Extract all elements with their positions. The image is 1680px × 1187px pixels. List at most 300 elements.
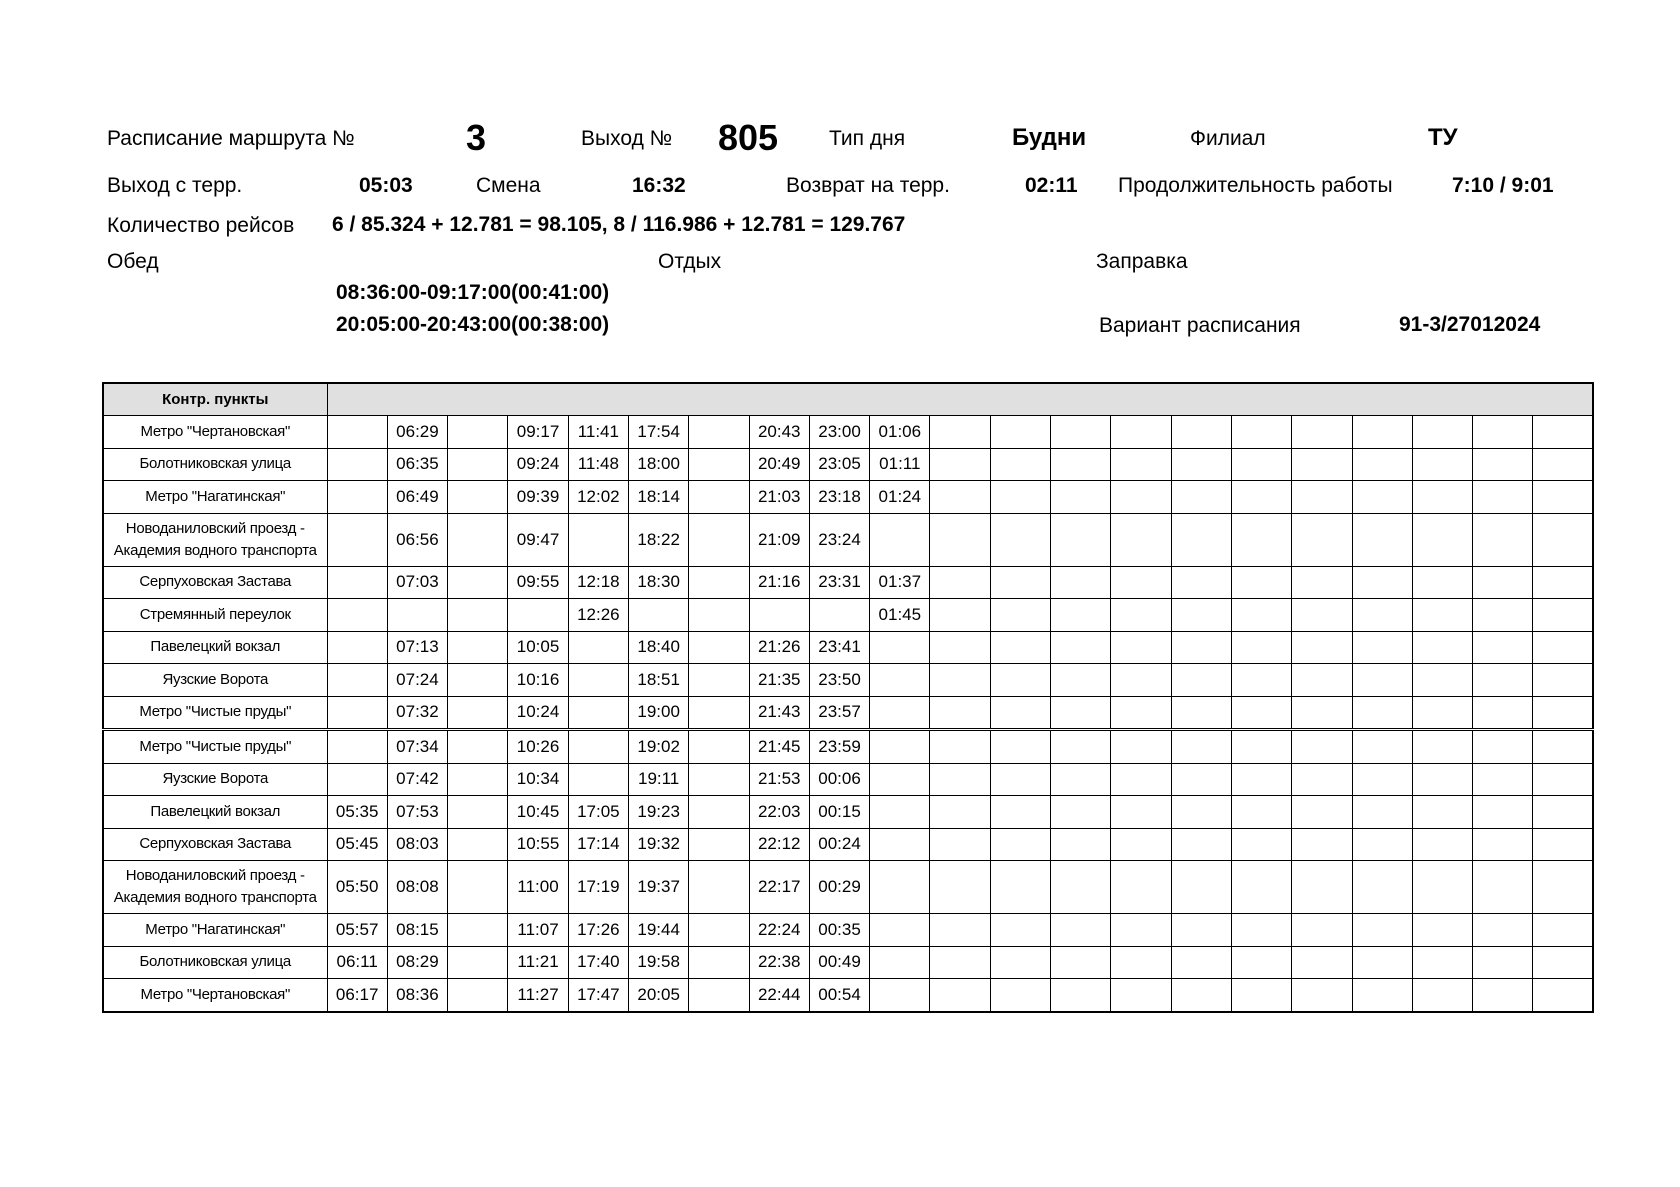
time-cell: 08:15	[387, 914, 447, 947]
table-row	[103, 566, 1593, 599]
time-cell	[327, 599, 387, 632]
time-cell	[327, 763, 387, 796]
time-cell: 20:05	[628, 979, 688, 1012]
time-cell	[1171, 979, 1231, 1012]
time-cell	[870, 696, 930, 730]
time-cell	[1292, 914, 1352, 947]
time-cell	[1171, 730, 1231, 764]
time-cell	[870, 631, 930, 664]
time-cell	[1533, 481, 1593, 514]
time-cell: 09:17	[508, 416, 568, 449]
time-cell: 23:31	[809, 566, 869, 599]
time-cell	[1171, 599, 1231, 632]
time-cell	[327, 448, 387, 481]
time-cell	[1473, 979, 1533, 1012]
time-cell	[1533, 664, 1593, 697]
time-cell	[1533, 796, 1593, 829]
schedule-body	[103, 416, 1593, 1012]
time-cell	[1231, 763, 1291, 796]
time-cell	[448, 946, 508, 979]
time-cell: 06:49	[387, 481, 447, 514]
time-cell: 09:24	[508, 448, 568, 481]
time-cell: 22:12	[749, 828, 809, 861]
time-cell	[1111, 730, 1171, 764]
time-cell	[1231, 599, 1291, 632]
time-cell: 10:26	[508, 730, 568, 764]
time-cell	[930, 914, 990, 947]
time-cell	[1352, 861, 1412, 914]
time-cell	[1051, 946, 1111, 979]
time-cell: 06:35	[387, 448, 447, 481]
time-cell	[689, 730, 749, 764]
time-cell	[870, 664, 930, 697]
time-cell: 07:53	[387, 796, 447, 829]
time-cell: 07:42	[387, 763, 447, 796]
time-cell	[1292, 861, 1352, 914]
time-cell	[1051, 696, 1111, 730]
time-cell	[1231, 513, 1291, 566]
time-cell	[990, 513, 1050, 566]
time-cell: 17:54	[628, 416, 688, 449]
time-cell	[990, 763, 1050, 796]
time-cell	[930, 979, 990, 1012]
time-cell: 21:26	[749, 631, 809, 664]
time-cell	[1533, 914, 1593, 947]
time-cell	[1111, 566, 1171, 599]
time-cell: 18:22	[628, 513, 688, 566]
table-row	[103, 599, 1593, 632]
time-cell: 18:30	[628, 566, 688, 599]
time-cell	[990, 914, 1050, 947]
time-cell: 11:21	[508, 946, 568, 979]
time-cell	[1111, 979, 1171, 1012]
time-cell	[1352, 599, 1412, 632]
variant-label: Вариант расписания	[1099, 314, 1301, 337]
daytype-value: Будни	[1012, 124, 1087, 151]
time-cell: 00:35	[809, 914, 869, 947]
time-cell	[1292, 696, 1352, 730]
time-cell	[1412, 796, 1472, 829]
time-cell	[749, 599, 809, 632]
time-cell: 07:32	[387, 696, 447, 730]
time-cell	[1473, 481, 1533, 514]
time-cell	[1533, 416, 1593, 449]
time-cell	[1412, 763, 1472, 796]
time-cell	[1412, 416, 1472, 449]
time-cell	[327, 566, 387, 599]
table-row	[103, 796, 1593, 829]
time-cell	[448, 696, 508, 730]
time-cell	[568, 696, 628, 730]
schedule-table	[102, 382, 1594, 1013]
time-cell	[1533, 828, 1593, 861]
time-cell	[870, 861, 930, 914]
time-cell	[1533, 861, 1593, 914]
time-cell	[930, 664, 990, 697]
time-cell	[1292, 979, 1352, 1012]
time-cell	[1051, 599, 1111, 632]
time-cell: 11:48	[568, 448, 628, 481]
time-cell: 10:55	[508, 828, 568, 861]
time-cell	[1473, 416, 1533, 449]
time-cell	[990, 566, 1050, 599]
time-cell: 01:45	[870, 599, 930, 632]
time-cell	[1231, 861, 1291, 914]
time-cell	[1412, 566, 1472, 599]
time-cell	[1292, 566, 1352, 599]
time-cell	[990, 631, 1050, 664]
time-cell: 17:19	[568, 861, 628, 914]
time-cell: 19:00	[628, 696, 688, 730]
time-cell	[1171, 481, 1231, 514]
time-cell	[689, 631, 749, 664]
time-cell	[1171, 416, 1231, 449]
time-cell	[1111, 448, 1171, 481]
time-cell	[1412, 599, 1472, 632]
time-cell: 00:54	[809, 979, 869, 1012]
time-cell	[930, 416, 990, 449]
time-cell	[1051, 979, 1111, 1012]
time-cell	[689, 946, 749, 979]
time-cell	[448, 599, 508, 632]
time-cell: 23:50	[809, 664, 869, 697]
time-cell: 06:17	[327, 979, 387, 1012]
time-cell: 12:02	[568, 481, 628, 514]
time-cell: 05:57	[327, 914, 387, 947]
time-cell	[1111, 763, 1171, 796]
time-cell	[1533, 599, 1593, 632]
time-cell	[327, 513, 387, 566]
time-cell	[990, 730, 1050, 764]
time-cell	[1051, 416, 1111, 449]
time-cell	[1412, 730, 1472, 764]
time-cell: 17:47	[568, 979, 628, 1012]
return-label: Возврат на терр.	[786, 174, 950, 197]
time-cell	[990, 416, 1050, 449]
time-cell	[1292, 481, 1352, 514]
time-cell	[327, 664, 387, 697]
time-cell	[327, 481, 387, 514]
time-cell: 18:14	[628, 481, 688, 514]
time-cell	[1352, 796, 1412, 829]
time-cell	[689, 416, 749, 449]
time-cell	[448, 416, 508, 449]
time-cell: 22:44	[749, 979, 809, 1012]
time-cell	[448, 828, 508, 861]
time-cell	[1051, 566, 1111, 599]
time-cell	[1231, 696, 1291, 730]
shift-value: 16:32	[632, 174, 686, 197]
lunch-label: Обед	[107, 250, 159, 273]
time-cell	[1352, 979, 1412, 1012]
time-cell	[1171, 513, 1231, 566]
time-cell: 01:11	[870, 448, 930, 481]
stop-name: Болотниковская улица	[103, 946, 327, 979]
time-cell	[327, 696, 387, 730]
time-cell	[1533, 448, 1593, 481]
time-cell: 12:26	[568, 599, 628, 632]
time-cell	[1533, 730, 1593, 764]
stop-name: Метро "Чистые пруды"	[103, 730, 327, 764]
time-cell	[1231, 448, 1291, 481]
time-cell: 17:14	[568, 828, 628, 861]
time-cell	[1352, 696, 1412, 730]
time-cell: 19:11	[628, 763, 688, 796]
time-cell	[1412, 946, 1472, 979]
time-cell	[870, 730, 930, 764]
time-cell	[1473, 914, 1533, 947]
time-cell: 09:47	[508, 513, 568, 566]
time-cell: 18:51	[628, 664, 688, 697]
time-cell	[1111, 664, 1171, 697]
time-cell: 00:06	[809, 763, 869, 796]
time-cell	[990, 946, 1050, 979]
time-cell: 22:38	[749, 946, 809, 979]
time-cell	[1051, 513, 1111, 566]
time-cell	[1051, 796, 1111, 829]
time-cell: 23:57	[809, 696, 869, 730]
time-cell: 22:03	[749, 796, 809, 829]
time-cell	[930, 828, 990, 861]
time-cell	[689, 566, 749, 599]
time-cell	[1051, 448, 1111, 481]
time-cell: 07:34	[387, 730, 447, 764]
time-cell	[1231, 416, 1291, 449]
time-cell	[1171, 448, 1231, 481]
time-cell: 11:07	[508, 914, 568, 947]
time-cell: 00:49	[809, 946, 869, 979]
time-cell	[930, 481, 990, 514]
time-cell	[1352, 828, 1412, 861]
time-cell: 20:49	[749, 448, 809, 481]
time-cell	[1352, 481, 1412, 514]
time-cell: 08:36	[387, 979, 447, 1012]
time-cell	[990, 448, 1050, 481]
stop-name: Метро "Нагатинская"	[103, 914, 327, 947]
time-cell	[327, 730, 387, 764]
exit-label: Выход №	[581, 127, 673, 150]
time-cell	[1171, 664, 1231, 697]
time-cell: 22:17	[749, 861, 809, 914]
time-cell	[1473, 796, 1533, 829]
time-cell	[990, 481, 1050, 514]
time-cell: 11:27	[508, 979, 568, 1012]
time-cell: 05:45	[327, 828, 387, 861]
time-cell	[568, 763, 628, 796]
time-cell	[1111, 946, 1171, 979]
time-cell: 09:55	[508, 566, 568, 599]
time-cell	[568, 631, 628, 664]
time-cell	[327, 416, 387, 449]
time-cell	[930, 946, 990, 979]
stop-name: Стремянный переулок	[103, 599, 327, 632]
time-cell	[870, 763, 930, 796]
time-cell	[1352, 513, 1412, 566]
time-cell	[628, 599, 688, 632]
time-cell	[1473, 861, 1533, 914]
time-cell	[1231, 631, 1291, 664]
control-points-header: Контр. пункты	[103, 383, 327, 416]
time-cell	[1473, 946, 1533, 979]
time-cell	[689, 979, 749, 1012]
daytype-label: Тип дня	[829, 127, 906, 150]
time-cell	[870, 513, 930, 566]
time-cell	[1171, 566, 1231, 599]
time-cell: 10:24	[508, 696, 568, 730]
time-cell: 08:03	[387, 828, 447, 861]
time-cell	[990, 599, 1050, 632]
time-cell	[689, 664, 749, 697]
variant-value: 91-3/27012024	[1399, 313, 1541, 336]
time-cell: 23:05	[809, 448, 869, 481]
time-cell	[870, 979, 930, 1012]
time-cell	[1473, 828, 1533, 861]
shift-label: Смена	[476, 174, 541, 197]
time-cell: 05:50	[327, 861, 387, 914]
time-cell: 18:40	[628, 631, 688, 664]
time-cell: 21:45	[749, 730, 809, 764]
trips-header	[327, 383, 1593, 416]
time-cell	[1473, 599, 1533, 632]
time-cell: 08:29	[387, 946, 447, 979]
time-cell	[1533, 979, 1593, 1012]
route-value: 3	[466, 117, 487, 158]
time-cell: 10:34	[508, 763, 568, 796]
time-cell	[448, 979, 508, 1012]
table-row	[103, 481, 1593, 514]
branch-label: Филиал	[1190, 127, 1266, 150]
time-cell	[448, 664, 508, 697]
stop-name: Яузские Ворота	[103, 763, 327, 796]
time-cell: 06:56	[387, 513, 447, 566]
time-cell	[930, 513, 990, 566]
time-cell	[1412, 979, 1472, 1012]
time-cell	[1171, 914, 1231, 947]
time-cell	[930, 599, 990, 632]
trips-value: 6 / 85.324 + 12.781 = 98.105, 8 / 116.986 + 12.781 = 129.767	[332, 213, 906, 236]
table-row	[103, 914, 1593, 947]
time-cell	[1412, 914, 1472, 947]
time-cell	[1533, 763, 1593, 796]
time-cell	[990, 696, 1050, 730]
time-cell	[1171, 796, 1231, 829]
depart-label: Выход с терр.	[107, 174, 243, 197]
time-cell	[1533, 631, 1593, 664]
table-row	[103, 946, 1593, 979]
exit-value: 805	[718, 117, 779, 158]
time-cell	[448, 861, 508, 914]
time-cell: 07:03	[387, 566, 447, 599]
time-cell	[689, 696, 749, 730]
time-cell: 19:23	[628, 796, 688, 829]
time-cell	[1051, 828, 1111, 861]
time-cell	[387, 599, 447, 632]
time-cell	[1473, 513, 1533, 566]
time-cell	[448, 481, 508, 514]
time-cell	[1231, 566, 1291, 599]
table-header-row	[103, 383, 1593, 416]
time-cell	[990, 796, 1050, 829]
time-cell	[1352, 631, 1412, 664]
time-cell	[1473, 566, 1533, 599]
table-row	[103, 763, 1593, 796]
time-cell	[1111, 481, 1171, 514]
time-cell: 17:40	[568, 946, 628, 979]
time-cell: 19:37	[628, 861, 688, 914]
time-cell	[1111, 696, 1171, 730]
time-cell	[930, 730, 990, 764]
table-row	[103, 979, 1593, 1012]
rest-interval-2: 20:05:00-20:43:00(00:38:00)	[336, 313, 610, 336]
time-cell	[448, 763, 508, 796]
time-cell	[1171, 763, 1231, 796]
time-cell	[1171, 696, 1231, 730]
time-cell: 09:39	[508, 481, 568, 514]
time-cell: 06:11	[327, 946, 387, 979]
time-cell: 23:24	[809, 513, 869, 566]
time-cell: 11:41	[568, 416, 628, 449]
table-row	[103, 861, 1593, 914]
refuel-label: Заправка	[1096, 250, 1188, 273]
time-cell	[568, 513, 628, 566]
table-row	[103, 730, 1593, 764]
time-cell	[689, 513, 749, 566]
time-cell: 21:16	[749, 566, 809, 599]
time-cell	[870, 946, 930, 979]
time-cell: 23:18	[809, 481, 869, 514]
time-cell	[1473, 664, 1533, 697]
trips-label: Количество рейсов	[107, 214, 295, 237]
time-cell	[1231, 828, 1291, 861]
time-cell	[1352, 914, 1412, 947]
time-cell	[448, 631, 508, 664]
time-cell	[990, 861, 1050, 914]
time-cell: 12:18	[568, 566, 628, 599]
time-cell	[1292, 796, 1352, 829]
time-cell	[1292, 513, 1352, 566]
time-cell: 23:59	[809, 730, 869, 764]
time-cell: 21:43	[749, 696, 809, 730]
table-row	[103, 448, 1593, 481]
time-cell	[930, 763, 990, 796]
time-cell	[1412, 448, 1472, 481]
time-cell	[448, 914, 508, 947]
table-row	[103, 696, 1593, 730]
stop-name: Яузские Ворота	[103, 664, 327, 697]
time-cell	[1111, 416, 1171, 449]
time-cell	[1051, 861, 1111, 914]
time-cell	[1292, 763, 1352, 796]
time-cell	[1352, 946, 1412, 979]
time-cell	[1231, 914, 1291, 947]
table-row	[103, 416, 1593, 449]
time-cell: 05:35	[327, 796, 387, 829]
time-cell	[1533, 696, 1593, 730]
time-cell	[1111, 861, 1171, 914]
stop-name: Метро "Чертановская"	[103, 979, 327, 1012]
time-cell	[870, 914, 930, 947]
time-cell: 21:35	[749, 664, 809, 697]
branch-value: ТУ	[1428, 124, 1458, 151]
time-cell: 06:29	[387, 416, 447, 449]
time-cell: 00:29	[809, 861, 869, 914]
rest-label: Отдых	[658, 250, 722, 273]
duration-value: 7:10 / 9:01	[1452, 174, 1554, 197]
time-cell: 19:58	[628, 946, 688, 979]
time-cell: 19:02	[628, 730, 688, 764]
stop-name: Серпуховская Застава	[103, 828, 327, 861]
stop-name: Метро "Нагатинская"	[103, 481, 327, 514]
